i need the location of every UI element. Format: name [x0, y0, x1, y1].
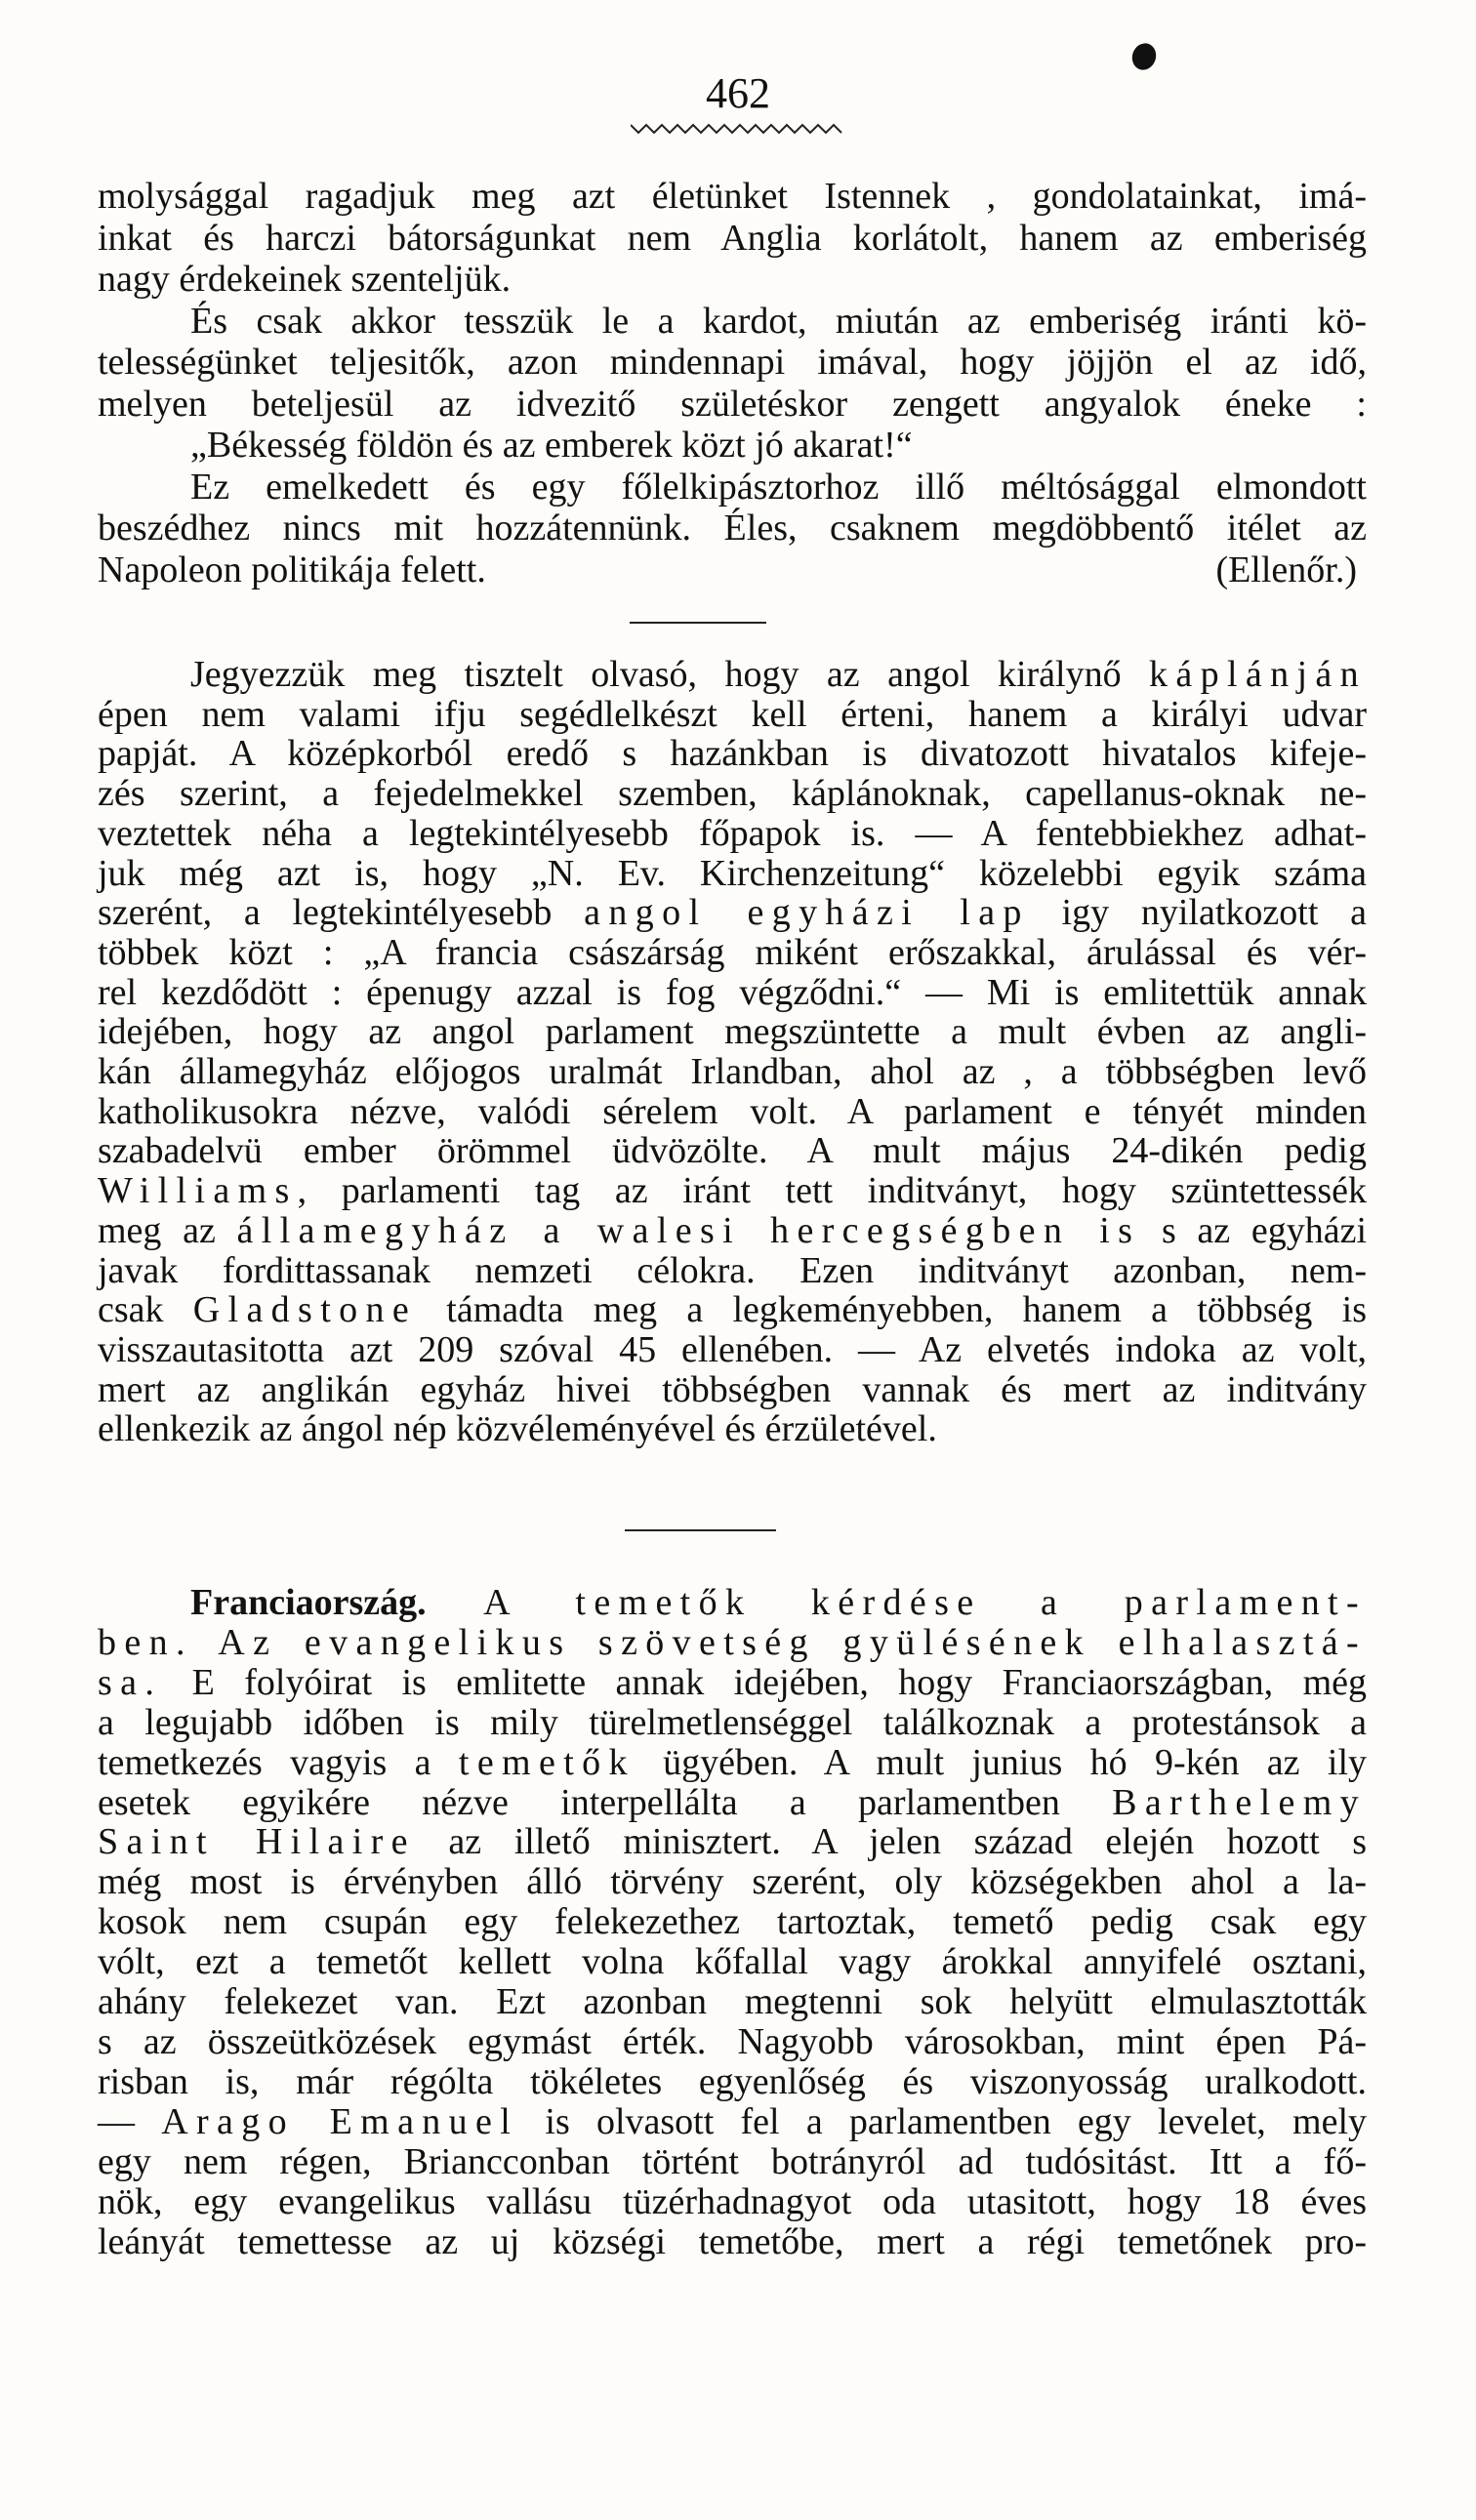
final-line [98, 549, 1367, 591]
text-line: kosok nem csupán egy felekezethez tartoztak, temető pedig csak egy [98, 1901, 1367, 1943]
section-heading: Franciaország. [190, 1582, 427, 1623]
text-line: visszautasitotta azt 209 szóval 45 ellenében. — Az elvetés indoka az volt, [98, 1328, 1367, 1370]
text-line: inkat és harczi bátorságunkat nem Anglia korlátolt, hanem az emberiség [98, 217, 1367, 259]
text-line: És csak akkor tesszük le a kardot, miután az emberiség iránti kö- [190, 300, 1367, 342]
spaced-text: Arago Emanuel [161, 2100, 519, 2142]
spaced-text: államegyház a walesi hercegségben is [236, 1209, 1141, 1251]
text-span: esetek egyikére nézve interpellálta a parlamentben [98, 1781, 1113, 1823]
text-line: s az összeütközések egymást érték. Nagyobb városokban, mint épen Pá- [98, 2020, 1367, 2062]
text-span: Jegyezzük meg tisztelt olvasó, hogy az angol királynő [190, 654, 1150, 695]
paragraph-sermon-end [98, 176, 1367, 590]
spaced-text: angol egyházi lap [584, 892, 1030, 934]
text-line: katholikusokra nézve, valódi sérelem volt. A parlament e tényét minden [98, 1090, 1367, 1132]
spaced-text: Saint Hilaire [98, 1821, 416, 1863]
text-line: javak fordittassanak nemzeti célokra. Ezen inditványt azonban, nem- [98, 1249, 1367, 1291]
text-line: Ez emelkedett és egy főlelkipásztorhoz illő méltósággal elmondott [190, 466, 1367, 508]
text-span: az illető minisztert. A jelen század elején hozott s [415, 1821, 1367, 1863]
spaced-text: ben. Az [98, 1621, 305, 1663]
text-line [98, 893, 1367, 933]
text-line: vólt, ezt a temetőt kellett volna kőfallal vagy árokkal annyifelé osztani, [98, 1941, 1367, 1983]
text-line: leányát temettesse az uj községi temetőbe, mert a régi temetőnek pro- [98, 2220, 1367, 2262]
text-line: rel kezdődött : épenugy azzal is fog végződni.“ — Mi is emlitettük annak [98, 971, 1367, 1013]
quote-line: „Békesség földön és az emberek közt jó akarat!“ [190, 425, 913, 466]
spaced-text: Williams [98, 1170, 298, 1212]
spaced-text: temetők [458, 1741, 636, 1783]
text-span: támadta meg a legkeményebben, hanem a többség is [417, 1289, 1367, 1331]
text-line: papját. A középkorból eredő s hazánkban is divatozott hivatalos kifeje- [98, 733, 1367, 775]
separator-rule [625, 1529, 776, 1531]
text-line: a legujabb időben is mily türelmetlenséggel találkoznak a protestánsok a [98, 1701, 1367, 1743]
section-franciaorszag [98, 1583, 1367, 2261]
text-span: — [98, 2100, 162, 2142]
spaced-text: A temetők kérdése a parlament- [426, 1582, 1367, 1623]
text-line [98, 1583, 1367, 1623]
text-line: veztettek néha a legtekintélyesebb főpapok is. — A fentebbiekhez adhat- [98, 812, 1367, 854]
text-line [98, 1783, 1367, 1823]
text-line: beszédhez nincs mit hozzátennünk. Éles, csaknem megdöbbentő itélet az [98, 508, 1367, 549]
text-line: kán államegyház előjogos uralmát Irlandban, ahol az , a többségben levő [98, 1051, 1367, 1093]
text-line: épen nem valami ifju segédlelkészt kell érteni, hanem a királyi udvar [98, 693, 1367, 735]
text-line [98, 1623, 1367, 1663]
text-span: E folyóirat is emlitette annak idejében, hogy Franciaországban, még [162, 1661, 1367, 1703]
text-span: temetkezés vagyis a [98, 1741, 459, 1783]
spaced-text: Barthelemy [1112, 1781, 1367, 1823]
spaced-text: evangelikus szövetség gyülésének elhalasztá- [304, 1621, 1367, 1663]
text-line [98, 1822, 1367, 1862]
text-span: igy nyilatkozott a [1029, 892, 1367, 934]
text-line: juk még azt is, hogy „N. Ev. Kirchenzeitung“ közelebbi egyik száma [98, 852, 1367, 894]
text-line: Napoleon politikája felett. [98, 549, 486, 590]
text-line: mert az anglikán egyház hivei többségben vannak és mert az inditvány [98, 1368, 1367, 1410]
text-line [98, 1171, 1367, 1211]
wavy-ornament [631, 121, 845, 137]
text-line: nök, egy evangelikus vallásu tüzérhadnagyot oda utasitott, hogy 18 éves [98, 2180, 1367, 2222]
text-span: szerént, a legtekintélyesebb [98, 892, 585, 934]
text-line: ellenkezik az ángol nép közvéleményével és érzületével. [98, 1408, 937, 1450]
text-span: meg az [98, 1209, 237, 1251]
text-line [98, 1743, 1367, 1783]
signature: (Ellenőr.) [1215, 549, 1357, 590]
ink-spot [1128, 40, 1160, 73]
text-line: idejében, hogy az angol parlament megszüntette a mult évben az angli- [98, 1011, 1367, 1053]
text-line: többek közt : „A francia császárság miként erőszakkal, árulással és vér- [98, 931, 1367, 973]
spaced-text: káplánján [1149, 654, 1367, 695]
text-span: s az egyházi [1140, 1209, 1367, 1251]
text-span: ügyében. A mult junius hó 9-kén az ily [635, 1741, 1367, 1783]
page-number: 462 [706, 69, 770, 117]
paragraph-note [98, 655, 1367, 1449]
text-line: nagy érdekeinek szenteljük. [98, 259, 512, 300]
text-span: , parlamenti tag az iránt tett inditványt, hogy szüntettessék [297, 1170, 1367, 1212]
text-line: ahány felekezet van. Ezt azonban megtenni sok helyütt elmulasztották [98, 1981, 1367, 2023]
text-line: telességünket teljesitők, azon mindennapi imával, hogy jöjjön el az idő, [98, 342, 1367, 383]
text-line [98, 1211, 1367, 1251]
text-line [98, 2102, 1367, 2142]
text-line: egy nem régen, Briancconban történt botrányról ad tudósitást. Itt a fő- [98, 2140, 1367, 2182]
text-line [98, 655, 1367, 695]
text-line [98, 1290, 1367, 1330]
text-span: csak [98, 1289, 193, 1331]
spaced-text: Gladstone [192, 1289, 418, 1331]
text-line: molysággal ragadjuk meg azt életünket Istennek , gondolatainkat, imá- [98, 176, 1367, 217]
separator-rule [630, 622, 766, 624]
text-line: risban is, már régólta tökéletes egyenlőség és viszonyosság uralkodott. [98, 2060, 1367, 2102]
text-span: is olvasott fel a parlamentben egy levelet, mely [518, 2100, 1368, 2142]
spaced-text: sa. [98, 1661, 163, 1703]
text-line: még most is érvényben álló törvény szerént, oly községekben ahol a la- [98, 1861, 1367, 1903]
text-line [98, 1663, 1367, 1703]
text-line: szabadelvü ember örömmel üdvözölte. A mult május 24-dikén pedig [98, 1130, 1367, 1172]
text-line: melyen beteljesül az idvezitő születéskor zengett angyalok éneke : [98, 383, 1367, 425]
text-line: zés szerint, a fejedelmekkel szemben, káplánoknak, capellanus-oknak ne- [98, 773, 1367, 815]
